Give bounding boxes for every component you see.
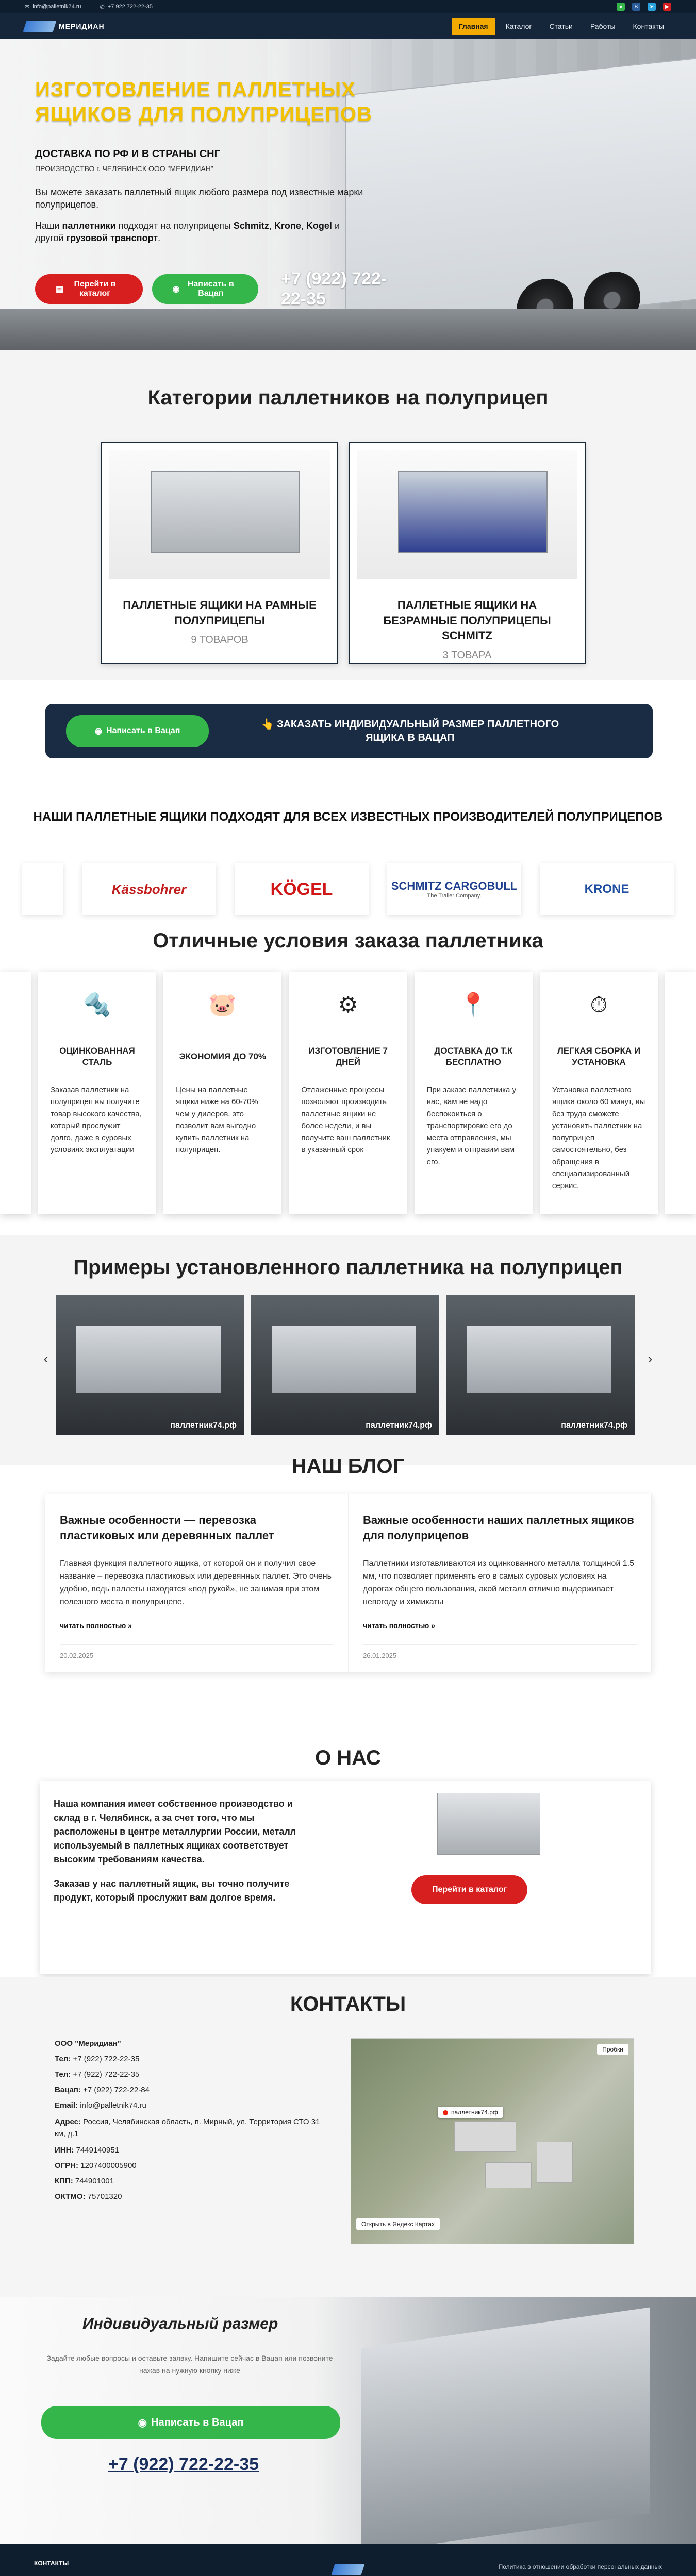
nav-catalog[interactable]: Каталог (505, 22, 532, 30)
individual-title: Индивидуальный размер (82, 2315, 278, 2332)
cta-whatsapp-button[interactable]: ◉ Написать в Вацап (66, 715, 209, 747)
nav-articles[interactable]: Статьи (549, 22, 573, 30)
pallet-box-image (437, 1793, 540, 1855)
hero-text-2: Наши паллетники подходят на полуприцепы Schmitz, Krone, Kogel и другой грузовой транспорт. (35, 220, 340, 243)
footer-heading: КОНТАКТЫ (34, 2560, 69, 2567)
main-nav (0, 13, 696, 39)
bolt-icon: 🔩 (83, 992, 111, 1018)
about-catalog-button[interactable]: Перейти в каталог (411, 1875, 527, 1904)
nav-contacts[interactable]: Контакты (633, 22, 664, 30)
org-name: ООО "Меридиан" (55, 2039, 121, 2048)
contacts-info (55, 2036, 323, 2205)
brand-krone: KRONE (540, 863, 674, 915)
read-more-link[interactable]: читать полностью » (363, 1621, 435, 1630)
about-text-2: Заказав у нас паллетный ящик, вы точно получите продукт, который прослужит вам долгое время. (54, 1878, 290, 1903)
read-more-link[interactable]: читать полностью » (60, 1621, 132, 1630)
traffic-toggle[interactable]: Пробки (597, 2044, 628, 2055)
map-pin[interactable]: паллетник74.рф (438, 2107, 503, 2118)
pallet-box-image (109, 450, 330, 579)
gallery-item[interactable]: паллетник74.рф (56, 1295, 244, 1435)
logo[interactable]: МЕРИДИАН (25, 21, 105, 32)
contact-row[interactable]: Тел: +7 (922) 722-22-35 (55, 2070, 140, 2079)
gallery-slider[interactable] (56, 1295, 635, 1435)
menu (452, 18, 671, 35)
contact-row: ОГРН: 1207400005900 (55, 2161, 137, 2170)
whatsapp-icon: ◉ (138, 2417, 147, 2429)
conditions-row (0, 972, 696, 1214)
post-date: 20.02.2025 (60, 1644, 334, 1659)
blog-list (45, 1494, 652, 1672)
top-bar (0, 0, 696, 13)
about-card (40, 1781, 651, 1974)
contact-row[interactable]: Вацап: +7 (922) 722-22-84 (55, 2086, 150, 2094)
catalog-button[interactable]: ▦ Перейти в каталог (35, 274, 143, 304)
post-excerpt: Главная функция паллетного ящика, от которой он и получил свое название – перевозка пластиковых или деревянных паллет. Это очень удобно, ведь паллеты находятся «под рукой», не занимая при этом полезного места в полуприцепе. (60, 1559, 332, 1606)
category-card-frame[interactable] (101, 442, 338, 664)
truck-image (345, 56, 696, 337)
whatsapp-icon[interactable]: ● (617, 3, 625, 11)
gallery-item[interactable]: паллетник74.рф (446, 1295, 635, 1435)
blog-title: НАШ БЛОГ (291, 1455, 405, 1478)
youtube-icon[interactable]: ▶ (663, 3, 671, 11)
cta-text: 👆 ЗАКАЗАТЬ ИНДИВИДУАЛЬНЫЙ РАЗМЕР ПАЛЛЕТНОГО ЯЩИКА В ВАЦАП (261, 719, 559, 743)
gear-icon: ⚙ (338, 992, 358, 1018)
about-title: О НАС (315, 1747, 381, 1769)
contact-row: Адрес: Россия, Челябинская область, п. Мирный, ул. Территория СТО 31 км, д.1 (55, 2117, 320, 2138)
brand-schmitz: SCHMITZ CARGOBULL The Trailer Company. (387, 863, 521, 915)
post-excerpt: Паллетники изготавливаются из оцинкованного металла толщиной 1.5 мм, что позволяет применять его в самых суровых условиях на дорогах общего пользования, акой металл отлично выдерживает непогоду и химикаты (363, 1559, 634, 1606)
whatsapp-icon: ◉ (95, 727, 102, 736)
contacts-title: КОНТАКТЫ (290, 1993, 406, 2015)
gallery-section (0, 1235, 696, 1465)
category-count: 9 ТОВАРОВ (191, 634, 248, 646)
telegram-icon[interactable]: ➤ (648, 3, 656, 11)
condition-card: 🐷 ЭКОНОМИЯ ДО 70% Цены на паллетные ящики ниже на 60-70% чем у дилеров, это позволит вам выгодно купить паллетник на полуприцеп. (163, 972, 281, 1214)
nav-works[interactable]: Работы (590, 22, 616, 30)
blog-post (349, 1494, 652, 1672)
top-email[interactable]: ✉ info@palletnik74.ru (25, 4, 81, 10)
hero-phone[interactable]: +7 (922) 722-22-35 (280, 269, 387, 309)
blog-post (45, 1494, 349, 1672)
post-date: 26.01.2025 (363, 1644, 637, 1659)
brand-kogel: KÖGEL (235, 863, 369, 915)
contact-row: КПП: 744901001 (55, 2177, 114, 2185)
grid-icon: ▦ (56, 285, 64, 294)
arrow-right-icon[interactable]: › (648, 1351, 653, 1366)
individual-whatsapp-button[interactable]: ◉ Написать в Вацап (41, 2406, 340, 2439)
vk-icon[interactable]: В (632, 3, 640, 11)
whatsapp-button[interactable]: ◉ Написать в Вацап (152, 274, 258, 304)
logo-icon (23, 21, 56, 32)
hero-subtitle: ДОСТАВКА ПО РФ И В СТРАНЫ СНГ (35, 148, 220, 160)
condition-card (665, 972, 696, 1214)
gallery-item[interactable]: паллетник74.рф (251, 1295, 439, 1435)
logo-icon (331, 2564, 364, 2575)
stopwatch-icon: ⏱ (590, 992, 608, 1018)
post-title[interactable]: Важные особенности наших паллетных ящиков для полуприцепов (363, 1514, 634, 1542)
order-cta-bar (45, 704, 653, 758)
mail-icon: ✉ (25, 4, 30, 10)
brand-kassbohrer: Kässbohrer (82, 863, 216, 915)
condition-card: 📍 ДОСТАВКА ДО Т.К БЕСПЛАТНО При заказе паллетника у нас, вам не надо беспокоиться о транспортировке его до места отправления, мы упакуем и отправим вам его. (415, 972, 533, 1214)
nav-home[interactable]: Главная (452, 18, 495, 35)
privacy-link[interactable]: Политика в отношении обработки персональных данных (498, 2563, 662, 2570)
contact-row: ОКТМО: 75701320 (55, 2192, 122, 2201)
individual-lead: Задайте любые вопросы и оставьте заявку. Напишите сейчас в Вацап или позвоните нажав на нужную кнопку ниже (46, 2354, 333, 2375)
hero-title: ИЗГОТОВЛЕНИЕ ПАЛЛЕТНЫХ ЯЩИКОВ ДЛЯ ПОЛУПРИЦЕПОВ (35, 78, 372, 126)
map-pin-icon: 📍 (459, 992, 488, 1018)
category-name: ПАЛЛЕТНЫЕ ЯЩИКИ НА БЕЗРАМНЫЕ ПОЛУПРИЦЕПЫ SCHMITZ (383, 599, 551, 642)
gallery-title: Примеры установленного паллетника на полуприцеп (73, 1256, 623, 1279)
brands-title: НАШИ ПАЛЛЕТНЫЕ ЯЩИКИ ПОДХОДЯТ ДЛЯ ВСЕХ ИЗВЕСТНЫХ ПРОИЗВОДИТЕЛЕЙ ПОЛУПРИЦЕПОВ (33, 810, 663, 824)
hero-text-1: Вы можете заказать паллетный ящик любого размера под известные марки полуприцепов. (35, 187, 363, 210)
contact-row[interactable]: Тел: +7 (922) 722-22-35 (55, 2055, 140, 2063)
hero (0, 39, 696, 350)
footer-logo[interactable] (289, 2564, 407, 2575)
individual-phone[interactable]: +7 (922) 722-22-35 (108, 2454, 259, 2474)
condition-card: 🔩 ОЦИНКОВАННАЯ СТАЛЬ Заказав паллетник на полуприцеп вы получите товар высокого качества, который прослужит долго, даже в суровых условиях эксплуатации (38, 972, 156, 1214)
contacts-section (0, 1977, 696, 2297)
truck-image (361, 2308, 650, 2554)
individual-size-section (0, 2297, 696, 2544)
condition-card: ⏱ ЛЕГКАЯ СБОРКА И УСТАНОВКА Установка паллетного ящика около 60 минут, вы без труда сможете установить паллетник на полуприцеп самостоятельно, без обращения в специализированный сервис. (540, 972, 658, 1214)
categories-title: Категории паллетников на полуприцеп (147, 386, 549, 409)
hero-producer: ПРОИЗВОДСТВО г. ЧЕЛЯБИНСК ООО "МЕРИДИАН" (35, 164, 213, 173)
top-phone[interactable]: ✆ +7 922 722-22-35 (100, 4, 153, 10)
contact-row: ИНН: 7449140951 (55, 2146, 120, 2155)
yandex-map[interactable] (351, 2038, 634, 2244)
categories-section (0, 350, 696, 680)
whatsapp-icon: ◉ (172, 285, 180, 294)
pallet-box-image (357, 450, 577, 579)
arrow-left-icon[interactable]: ‹ (43, 1351, 48, 1366)
condition-card (0, 972, 31, 1214)
contact-row[interactable]: Email: info@palletnik74.ru (55, 2101, 146, 2110)
brand-logo (22, 863, 63, 915)
footer-email[interactable] (34, 2571, 113, 2576)
brands-row (0, 858, 696, 920)
conditions-title: Отличные условия заказа паллетника (153, 929, 543, 952)
category-name: ПАЛЛЕТНЫЕ ЯЩИКИ НА РАМНЫЕ ПОЛУПРИЦЕПЫ (123, 599, 317, 627)
piggy-bank-icon: 🐷 (208, 992, 237, 1018)
footer (0, 2544, 696, 2576)
about-text-1: Наша компания имеет собственное производство и склад в г. Челябинск, а за счет того, что мы расположены в центре металлургии России, металл используемый в паллетных ящиках соответствует высоким требованиям качества. (54, 1799, 296, 1865)
road-image (0, 309, 696, 350)
post-title[interactable]: Важные особенности — перевозка пластиковых или деревянных паллет (60, 1514, 274, 1542)
phone-icon: ✆ (100, 4, 105, 10)
category-card-frameless[interactable] (349, 442, 586, 664)
category-count: 3 ТОВАРА (442, 650, 492, 662)
condition-card: ⚙ ИЗГОТОВЛЕНИЕ 7 ДНЕЙ Отлаженные процессы позволяют производить паллетные ящики не более недели, и вы получите ваш паллетник в указанный срок (289, 972, 407, 1214)
open-yandex-maps-link[interactable]: Открыть в Яндекс Картах (356, 2218, 440, 2230)
